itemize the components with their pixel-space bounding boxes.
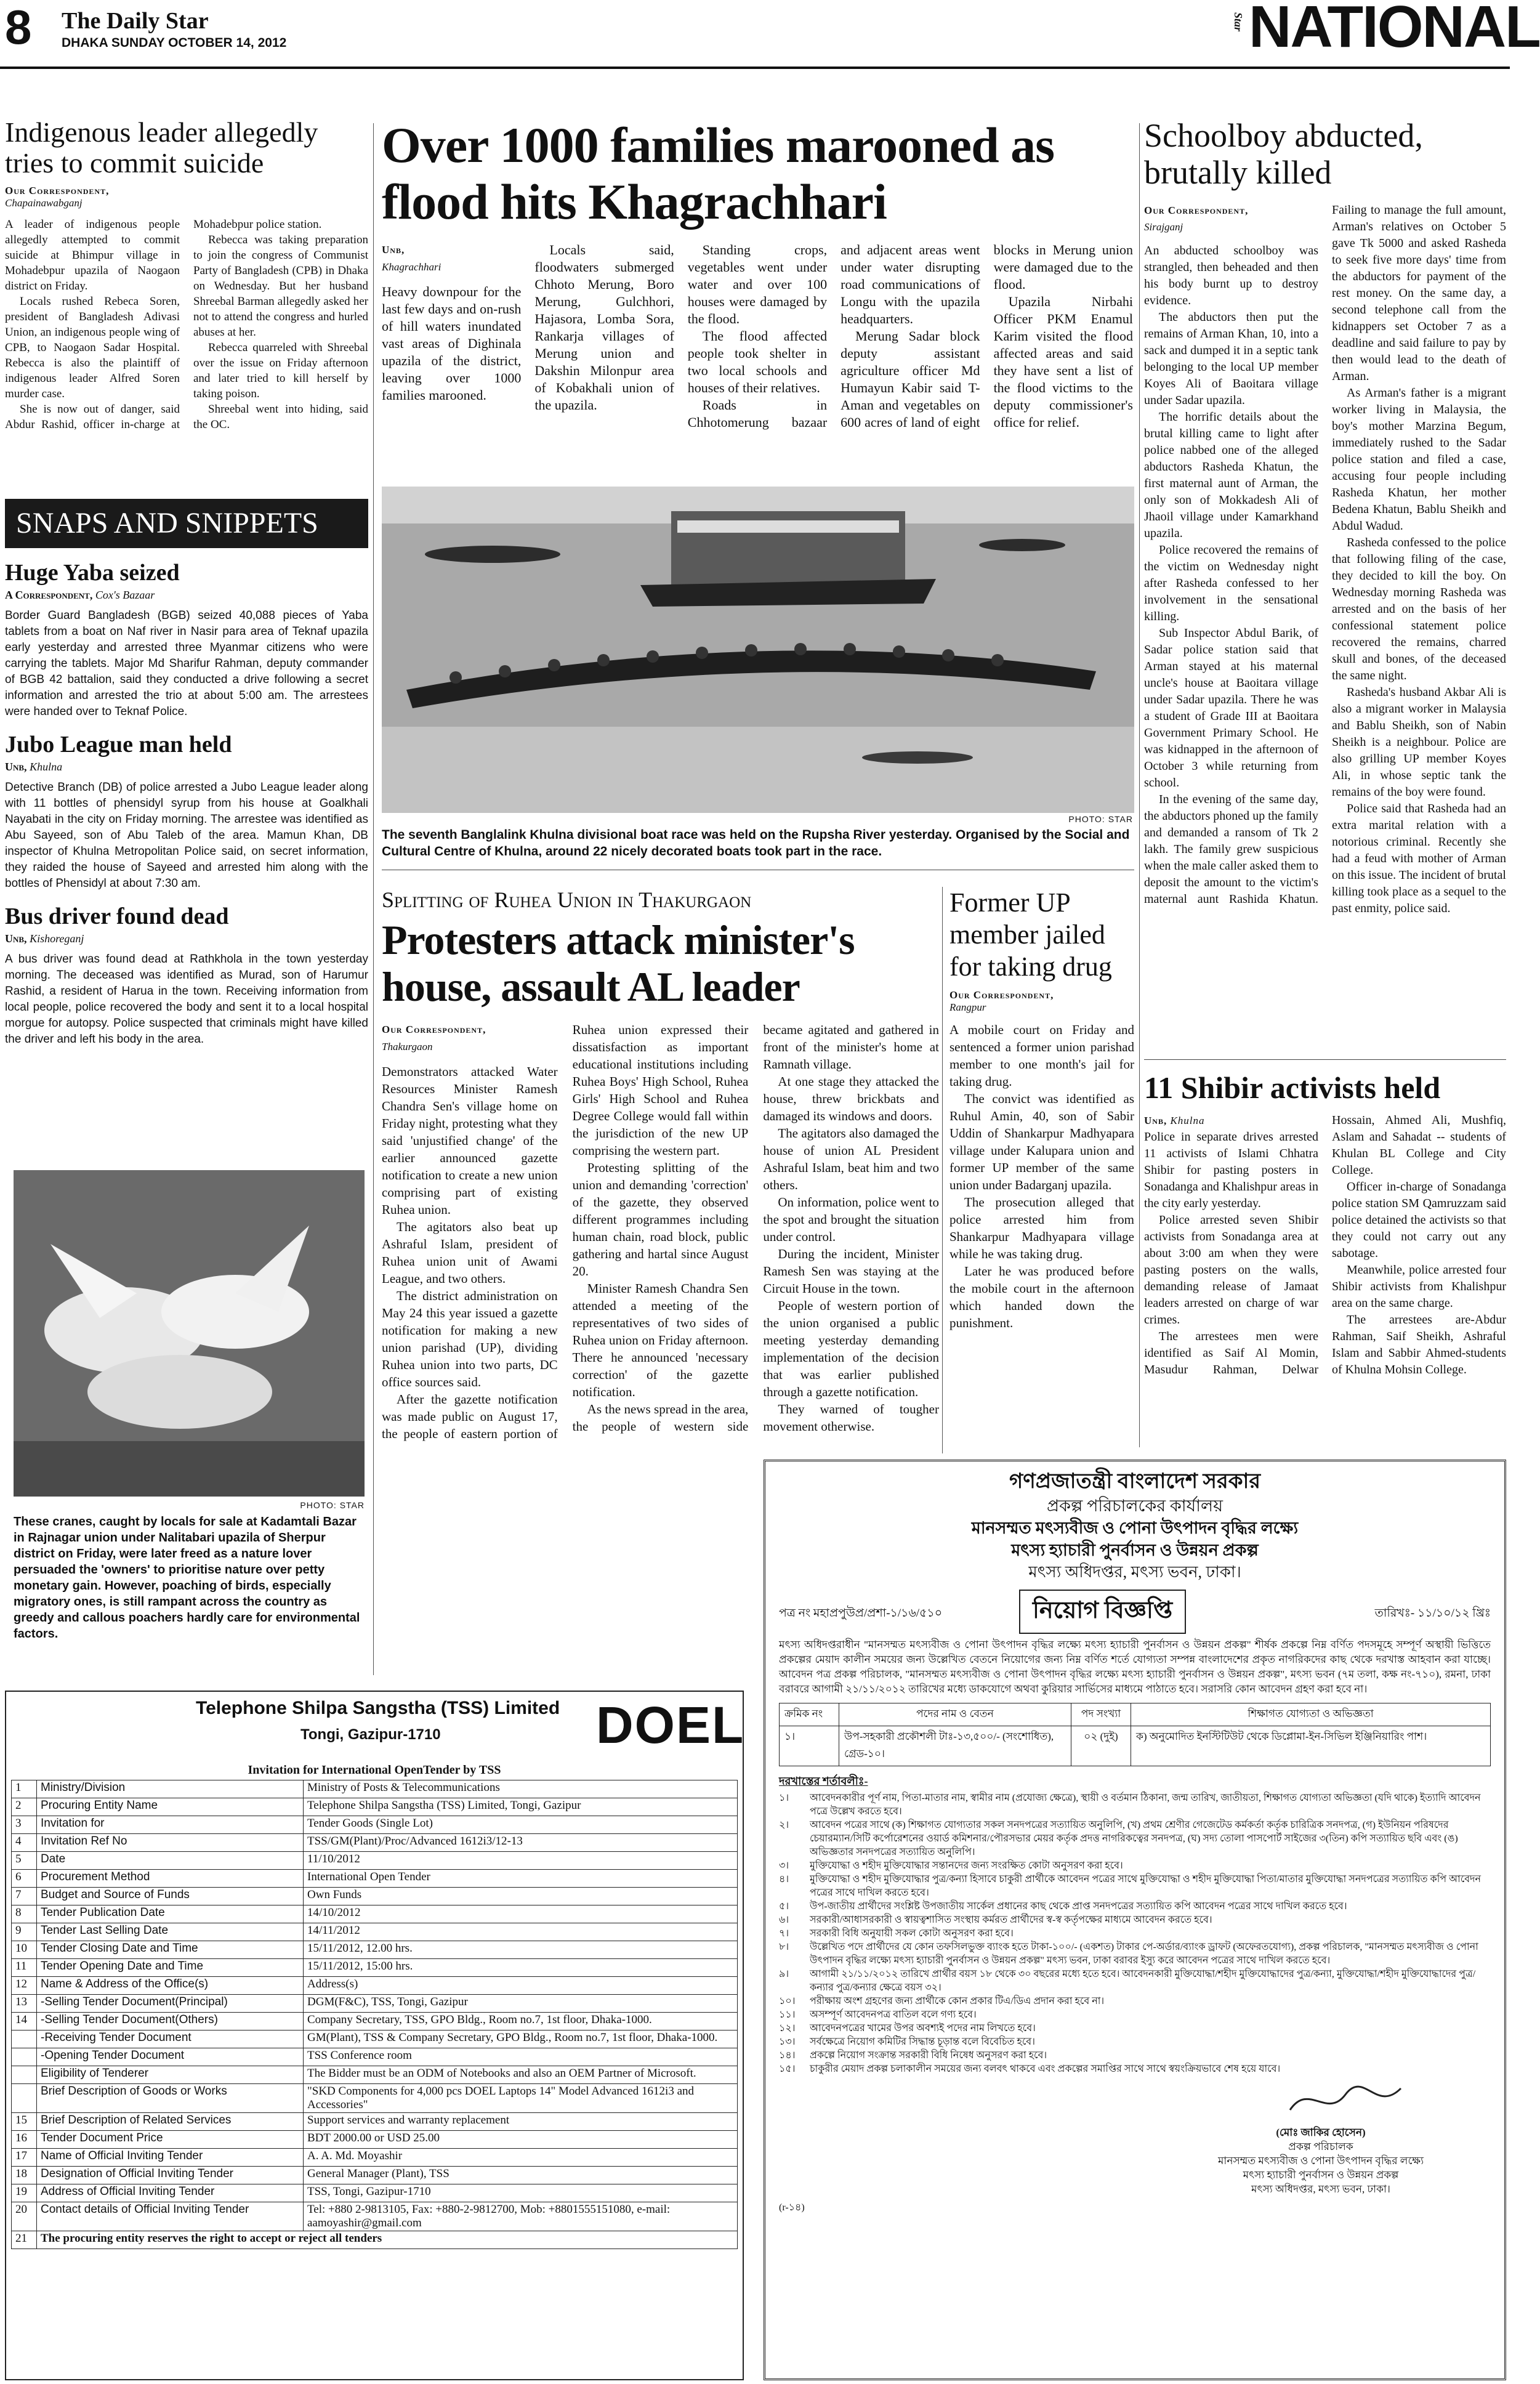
section-rule: [1144, 1059, 1506, 1060]
snippet-byline-name: Unb,: [5, 761, 27, 773]
row-number: 1: [12, 1780, 37, 1798]
cranes-photo: [14, 1170, 365, 1497]
paragraph: Merung Sadar block deputy assistant agriculture officer Md Humayun Kabir said T-Aman and vegetables on 600 acres of land of eight blocks in Merung union were damaged due to the flood.: [841, 242, 1133, 430]
gov-ad-line1: গণপ্রজাতন্ত্রী বাংলাদেশ সরকার: [1009, 1470, 1261, 1493]
paragraph: The prosecution alleged that police arrested him from Shankarpur Madhyapara village while he was taking drug.: [949, 1195, 1134, 1261]
table-row: [12, 2167, 738, 2184]
row-label: Brief Description of Related Services: [37, 2113, 304, 2131]
row-label: Tender Opening Date and Time: [37, 1959, 304, 1977]
table-row: [12, 2202, 738, 2231]
table-row: [12, 1923, 738, 1941]
table-cell: উপ-সহকারী প্রকৌশলী টাঃ-১৩,৫০০/- (সংশোধিত), গ্রেড-১০।: [839, 1726, 1071, 1766]
snippet-headline: Bus driver found dead: [5, 903, 229, 929]
row-label: Brief Description of Goods or Works: [37, 2084, 304, 2113]
row-value: GM(Plant), TSS & Company Secretary, GPO Bldg., Room no.7, 1st floor, Dhaka-1000.: [304, 2030, 738, 2048]
section-mark: Star: [1232, 12, 1244, 32]
row-number: 6: [12, 1870, 37, 1888]
row-number: 15: [12, 2113, 37, 2131]
term-item: [779, 1873, 1491, 1900]
term-text: পরীক্ষায় অংশ গ্রহণের জন্য প্রার্থীকে কোন প্রকার টিএ/ডিএ প্রদান করা হবে না।: [810, 1996, 1105, 2006]
snippet-text: Border Guard Bangladesh (BGB) seized 40,088 pieces of Yaba tablets from a boat on Naf river in Nasir para area of Teknaf upazila early yesterday and arrested three Myanmar citizens who were carrying the tablets. Major Md Sharifur Rahman, deputy commander of BGB 42 battalion, said they conducted a drive following a secret information and arrested the trio at about 5:00 am. The arrestees were handed over to Teknaf Police.: [5, 609, 368, 718]
row-value: BDT 2000.00 or USD 25.00: [304, 2131, 738, 2149]
signatory-line4: মৎস্য হ্যাচারী পুনর্বাসন ও উন্নয়ন প্রকল্প: [1243, 2169, 1399, 2181]
row-value: A. A. Md. Moyashir: [304, 2149, 738, 2167]
schoolboy-byline: Our Correspondent,: [1144, 204, 1249, 216]
term-text: আবেদন পত্রের সাথে (ক) শিক্ষাগত যোগ্যতার সকল সনদপত্রের সত্যায়িত অনুলিপি, (খ) প্রথম শ্রেণীর গেজেটেড কর্মকর্তা কর্তৃক চারিত্রিক সনদপত্র, (গ) ইউনিয়ন পরিষদের চেয়ারম্যান/সিটি কর্পোরেশনের ওয়ার্ড কমিশনার/পৌরসভার মেয়র কর্তৃক প্রদত্ত নাগরিকত্বের সনদপত্র, (ঘ) সদ্য তোলা পাসপোর্ট সাইজের ৩(তিন) কপি সত্যায়িত ছবি এবং (ঙ) অভিজ্ঞতার সনদপত্রের সত্যায়িত অনুলিপি।: [810, 1820, 1458, 1857]
term-item: [779, 1941, 1491, 1968]
table-header: পদের নাম ও বেতন: [839, 1703, 1071, 1726]
term-text: আবেদনপত্রের খামের উপর অবশ্যই পদের নাম লিখতে হবে।: [810, 2023, 1036, 2034]
shibir-body: [1144, 1112, 1506, 1378]
table-row: [12, 2084, 738, 2113]
row-number: 21: [12, 2231, 37, 2249]
row-label: Budget and Source of Funds: [37, 1888, 304, 1905]
snippet-byline: [5, 761, 368, 774]
table-header: পদ সংখ্যা: [1071, 1703, 1131, 1726]
term-number: ৮।: [779, 1942, 789, 1952]
term-item: [779, 1968, 1491, 1995]
gov-ad-footer-code: (r-১৪): [779, 2202, 805, 2213]
row-label: Ministry/Division: [37, 1780, 304, 1798]
gov-ad-title: নিয়োগ বিজ্ঞপ্তি: [1019, 1590, 1186, 1634]
up-headline: Former UP member jailed for taking drug: [949, 887, 1112, 982]
snippet-byline: [5, 589, 368, 602]
row-value: The Bidder must be an ODM of Notebooks and also an OEM Partner of Microsoft.: [304, 2066, 738, 2084]
table-row: [12, 2113, 738, 2131]
row-value: Own Funds: [304, 1888, 738, 1905]
signatory: [1148, 2125, 1493, 2196]
term-item: [779, 1792, 1491, 1819]
table-row: [12, 2149, 738, 2167]
gov-ad-intro: মৎস্য অধিদপ্তরাধীন "মানসম্মত মৎস্যবীজ ও পোনা উৎপাদন বৃদ্ধির লক্ষ্যে মৎস্য হ্যাচারী পুনর্বাসন ও উন্নয়ন প্রকল্প" শীর্ষক প্রকল্পে নিম্ন বর্ণিত পদসমূহে সম্পূর্ণ অস্থায়ী ভিত্তিতে প্রকল্পের মেয়াদ কালীন সময়ের জন্য উল্লেখিত বেতনে নিয়োগের জন্য নিম্ন বর্ণিত শর্তে যোগ্যতা সম্পন্ন বাংলাদেশের প্রকৃত নাগরিকদের কাছ থেকে দরখাস্ত আহবান করা যাচ্ছে। আবেদন পত্র প্রকল্প পরিচালক, "মানসম্মত মৎস্যবীজ ও পোনা উৎপাদন বৃদ্ধির লক্ষ্যে মৎস্য হ্যাচারী পুনর্বাসন ও উন্নয়ন প্রকল্প", মৎস্য ভবন (৭ম তলা, কক্ষ নং-৭১০), রমনা, ঢাকা বরাবরে আগামী ২১/১১/২০১২ তারিখের মধ্যে ডাকযোগে অথবা কুরিয়ার সার্ভিসের মাধ্যমে পাঠাতে হবে। সরাসরি কোন আবেদন গ্রহণ করা হবে না।: [779, 1639, 1491, 1695]
table-row: [12, 2030, 738, 2048]
snippet-byline-name: Unb,: [5, 932, 27, 945]
row-value: International Open Tender: [304, 1870, 738, 1888]
cranes-photo-caption: These cranes, caught by locals for sale at Kadamtali Bazar in Rajnagar union under Nalitabari upazila of Sherpur district on Friday, were later freed as a nature lover persuaded the 'owners' to prioritise nature over petty monetary gain. However, poaching of birds, especially migratory ones, is still rampant across the country as greedy and callous poachers hardly care for environmental factors.: [14, 1515, 360, 1641]
row-value: TSS/GM(Plant)/Proc/Advanced 1612i3/12-13: [304, 1834, 738, 1852]
signature-mark: [1284, 2076, 1407, 2125]
row-value: 14/10/2012: [304, 1905, 738, 1923]
row-label: Procurement Method: [37, 1870, 304, 1888]
paragraph: The convict was identified as Ruhul Amin, 40, son of Sabir Uddin of Shankarpur Madhyapara village under Kalupara union and former UP member of the same union under Badarganj upazila.: [949, 1091, 1134, 1192]
term-text: সরকারী বিধি অনুযায়ী সকল কোটা অনুসরণ করা হবে।: [810, 1928, 1014, 1939]
suicide-headline: Indigenous leader allegedly tries to commit suicide: [5, 116, 318, 179]
term-text: প্রকল্পে নিয়োগ সংক্রান্ত সরকারী বিধি নিষেধ অনুসরণ করা হবে।: [810, 2050, 1047, 2061]
table-row: [12, 2013, 738, 2030]
signatory-name: (মোঃ জাকির হোসেন): [1276, 2127, 1366, 2138]
section-title: NATIONAL: [1249, 0, 1540, 60]
table-row: [12, 1959, 738, 1977]
snippet-text: Detective Branch (DB) of police arrested a Jubo League leader along with 11 bottles of phensidyl syrup from his house at Goalkhali Nayabati in the city on Friday morning. The arrestee was identified as Abu Sayeed, son of Abu Taleb of the area. Mamun Khan, DB inspector of Khulna Metropolitan Police said, on secret information, they raided the house of Sayeed and arrested him along with the bottles of Phensidyl at about 7:30 am.: [5, 781, 368, 890]
paragraph: As the news spread in the area, the people of western side became agitated and gathered in front of the minister's home at Ramnath village.: [572, 1022, 939, 1434]
row-number: 9: [12, 1923, 37, 1941]
term-item: [779, 2008, 1491, 2022]
snippet-headline: Jubo League man held: [5, 732, 232, 758]
gov-ad-memo: পত্র নং মহাপ্রপুউপ্র/প্রশা-১/১৬/৫১০: [779, 1607, 943, 1620]
snippet-byline-place: Khulna: [30, 761, 63, 773]
row-value: Tel: +880 2-9813105, Fax: +880-2-9812700, Mob: +8801555151080, e-mail: aamoyashir@gmail.com: [304, 2202, 738, 2231]
ruhea-place: Thakurgaon: [382, 1041, 433, 1053]
term-number: ১২।: [779, 2023, 796, 2034]
row-label: Date: [37, 1852, 304, 1870]
paragraph: The district administration on May 24 this year issued a gazette notification for making a new union parishad (UP), dividing Ruhea union into two parts, DC office sources said.: [382, 1288, 558, 1389]
row-value: 15/11/2012, 15:00 hrs.: [304, 1959, 738, 1977]
cranes-illustration: [14, 1170, 365, 1497]
row-label: Invitation Ref No: [37, 1834, 304, 1852]
table-cell: ০২ (দুই): [1071, 1726, 1131, 1766]
term-item: [779, 1819, 1491, 1859]
snippet-yaba: [5, 559, 368, 720]
tss-advertisement: [5, 1691, 744, 2380]
tss-table: [11, 1780, 738, 2249]
term-item: [779, 1927, 1491, 1941]
term-text: মুক্তিযোদ্ধা ও শহীদ মুক্তিযোদ্ধার পুত্র/কন্যা হিসাবে চাকুরী প্রার্থীকে আবেদন পত্রের সাথে মুক্তিযোদ্ধা ও শহীদ মুক্তিযোদ্ধা পিতা/মাতার মুক্তিযোদ্ধা সনদপত্রের সত্যায়িত কপি আবেদন পত্রের সাথে দাখিল করতে হবে।: [810, 1874, 1482, 1898]
paragraph: An abducted schoolboy was strangled, then beheaded and then his body burnt up to destroy evidence.: [1144, 244, 1318, 307]
snippet-byline-name: A Correspondent,: [5, 589, 93, 601]
ruhea-body: [382, 1021, 939, 1442]
column-rule: [1139, 123, 1140, 1447]
gov-ad-line4: মৎস্য হ্যাচারী পুনর্বাসন ও উন্নয়ন প্রকল্প: [1011, 1541, 1259, 1559]
table-row: [12, 1905, 738, 1923]
paragraph: Rasheda's husband Akbar Ali is also a migrant worker in Malaysia and Bablu Sheikh, son of Nabin Sheikh is a neighbour. Police are also grilling UP member Koyes Ali, in whose septic tank the remains of the boy were found.: [1332, 685, 1506, 799]
row-label: Procuring Entity Name: [37, 1798, 304, 1816]
paragraph: Locals rushed Rebeca Soren, president of Bangladesh Adivasi Union, an indigenous people wing of CPB, to Naogaon Sadar Hospital. Rebecca is also the plaintiff of indigenous leader Alfred Soren murder case.: [5, 295, 180, 400]
row-value: "SKD Components for 4,000 pcs DOEL Laptops 14" Model Advanced 1612i3 and Accessories": [304, 2084, 738, 2113]
snippet-bus: [5, 903, 368, 1048]
paragraph: Officer in-charge of Sonadanga police station SM Qamruzzam said police detained the activists so that they could not carry out any sabotage.: [1332, 1180, 1506, 1260]
term-number: ২।: [779, 1820, 789, 1830]
table-row: [12, 1870, 738, 1888]
tss-title: Telephone Shilpa Sangstha (TSS) Limited: [196, 1698, 560, 1718]
row-label: Name & Address of the Office(s): [37, 1977, 304, 1995]
table-row: [12, 1995, 738, 2013]
shibir-headline: 11 Shibir activists held: [1144, 1070, 1441, 1105]
row-value: TSS Conference room: [304, 2048, 738, 2066]
table-row: [12, 1888, 738, 1905]
row-number: [12, 2030, 37, 2048]
paragraph: Sub Inspector Abdul Barik, of Sadar police station said that Arman stayed at his maternal uncle's house at Baoitara village under Sadar upazila. There he was a student of Grade III at Baoitara Government Primary School. He was kidnapped in the afternoon of October 3 while returning from school.: [1144, 626, 1318, 790]
row-value: Tender Goods (Single Lot): [304, 1816, 738, 1834]
flood-body: [382, 241, 1133, 431]
paragraph: Police in separate drives arrested 11 activists of Islami Chhatra Shibir for pasting posters in Sonadanga and Khalishpur areas in the city early yesterday.: [1144, 1130, 1318, 1210]
paragraph: People of western portion of the union organised a public meeting yesterday demanding implementation of the decision that was earlier published through a gazette notification.: [763, 1298, 939, 1399]
schoolboy-place: Sirajganj: [1144, 221, 1183, 233]
column-rule: [942, 887, 943, 1453]
row-number: 12: [12, 1977, 37, 1995]
snippet-byline: [5, 932, 368, 945]
signatory-line5: মৎস্য অধিদপ্তর, মৎস্য ভবন, ঢাকা।: [1251, 2183, 1390, 2195]
flood-byline: Unb,: [382, 244, 405, 256]
shibir-story: [1144, 1070, 1506, 1452]
paragraph: Police arrested seven Shibir activists from Sonadanga area at about 3:00 am when they were pasting posters on the walls, demanding release of Jamaat leaders arrested on charge of war crimes.: [1144, 1213, 1318, 1327]
flood-place: Khagrachhari: [382, 261, 441, 273]
paragraph: Police recovered the remains of the victim on Wednesday night after Rasheda confessed to her involvement in the sensational killing.: [1144, 543, 1318, 623]
row-label: -Selling Tender Document(Principal): [37, 1995, 304, 2013]
row-number: 4: [12, 1834, 37, 1852]
up-place: Rangpur: [949, 1001, 986, 1013]
paragraph: Demonstrators attacked Water Resources Minister Ramesh Chandra Sen's village home on Friday night, protesting what they said 'unjustified change' of the earlier announced gazette notification to create a new union comprising part of existing Ruhea union.: [382, 1064, 558, 1217]
paragraph: The abductors then put the remains of Arman Khan, 10, into a sack and dumped it in a septic tank belonging to the local UP member Koyes Ali of Baoitara village under Sadar upazila.: [1144, 310, 1318, 407]
row-label: Tender Last Selling Date: [37, 1923, 304, 1941]
table-cell: ১।: [780, 1726, 839, 1766]
snippet-byline-place: Cox's Bazaar: [95, 589, 155, 601]
paragraph: Locals said, floodwaters submerged Chhoto Merung, Boro Merung, Gulchhori, Hajasora, Lomba Sora, Rankarja villages of Merung union and Dakshin Milonpur area of Kobakhali union of the upazila.: [534, 242, 674, 413]
paragraph: During the incident, Minister Ramesh Sen was staying at the Circuit House in the town.: [763, 1247, 939, 1296]
paragraph: Rebecca was taking preparation to join the congress of Communist Party of Bangladesh (CPB) in Dhaka on Wednesday. But her husband Shreebal Barman allegedly asked her not to attend the congress and hurled abuses at her.: [193, 233, 368, 339]
term-number: ১০।: [779, 1996, 796, 2006]
term-text: আবেদনকারীর পূর্ণ নাম, পিতা-মাতার নাম, স্বামীর নাম (প্রযোজ্য ক্ষেত্রে), স্থায়ী ও বর্তমান ঠিকানা, জন্ম তারিখ, জাতীয়তা, শিক্ষাগত যোগ্যতা অভিজ্ঞতা (যদি থাকে) ইত্যাদি আবেদন পত্রে উল্লেখ করতে হবে।: [810, 1793, 1481, 1817]
paragraph: After the gazette notification was made public on August 17, the people of eastern portion of Ruhea union expressed their dissatisfaction as important educational institutions including Ruhea Boys' High School, Ruhea Girls' High School and Ruhea Degree College would fall within the jurisdiction of the new UP comprising the western part.: [382, 1022, 749, 1441]
paragraph: Shreebal went into hiding, said the OC.: [193, 403, 368, 431]
table-row: [12, 1798, 738, 1816]
paragraph: Later he was produced before the mobile court in the afternoon which handed down the punishment.: [949, 1264, 1134, 1330]
paragraph: The arrestees are-Abdur Rahman, Saif Sheikh, Ashraful Islam and Sabbir Ahmed-students of Khulna Mohsin College.: [1332, 1313, 1506, 1376]
boat-race-illustration: [382, 487, 1134, 813]
term-text: চাকুরীর মেয়াদ প্রকল্প চলাকালীন সময়ের জন্য বলবৎ থাকবে এবং প্রকল্পের সমাপ্তির সাথে সাথে স্বয়ংক্রিয়ভাবে শেষ হয়ে যাবে।: [810, 2064, 1281, 2074]
cranes-photo-credit: PHOTO: STAR: [300, 1500, 365, 1510]
paragraph: The agitators also damaged the house of union AL President Ashraful Islam, beat him and two others.: [763, 1126, 939, 1192]
column-rule: [373, 123, 374, 1675]
term-item: [779, 2035, 1491, 2049]
row-number: 19: [12, 2184, 37, 2202]
suicide-place: Chapainawabganj: [5, 197, 83, 209]
term-number: ৪।: [779, 1874, 789, 1885]
term-number: ৬।: [779, 1915, 789, 1925]
row-value: Address(s): [304, 1977, 738, 1995]
row-number: 11: [12, 1959, 37, 1977]
table-row: [12, 1941, 738, 1959]
term-number: ৯।: [779, 1969, 789, 1979]
row-value: Support services and warranty replacement: [304, 2113, 738, 2131]
table-row: [12, 2131, 738, 2149]
row-value: General Manager (Plant), TSS: [304, 2167, 738, 2184]
term-text: সরকারী/আধাসরকারী ও স্বায়ত্বশাসিত সংস্থায় কর্মরত প্রার্থীদের স্ব-স্ব কর্তৃপক্ষের মাধ্যমে আবেদন করতে হবে।: [810, 1915, 1212, 1925]
row-number: 16: [12, 2131, 37, 2149]
row-label: Tender Closing Date and Time: [37, 1941, 304, 1959]
page-number: 8: [5, 0, 32, 54]
term-item: [779, 2022, 1491, 2035]
row-label: Invitation for: [37, 1816, 304, 1834]
paragraph: As Arman's father is a migrant worker living in Malaysia, the boy's mother Marzina Begum, immediately rushed to the Sadar police station and filed a case, accusing four people including Rasheda Khatun, her mother Bedena Khatun, Bablu Sheikh and Abdul Wadud.: [1332, 386, 1506, 533]
tss-invitation: Invitation for International OpenTender by TSS: [248, 1763, 501, 1777]
flood-story: [382, 117, 1133, 480]
row-number: 3: [12, 1816, 37, 1834]
table-header: শিক্ষাগত যোগ্যতা ও অভিজ্ঞতা: [1131, 1703, 1491, 1726]
term-text: উপ-জাতীয় প্রার্থীদের সংশ্লিষ্ট উপজাতীয় সার্কেল প্রধানের কাছ থেকে প্রাপ্ত সনদপত্রের সত্যায়িত কপি আবেদন পত্রের সাথে দাখিল করতে হবে।: [810, 1901, 1347, 1912]
paragraph: Meanwhile, police arrested four Shibir activists from Khalishpur area on the same charge.: [1332, 1263, 1506, 1310]
row-number: 7: [12, 1888, 37, 1905]
term-text: মুক্তিযোদ্ধা ও শহীদ মুক্তিযোদ্ধার সন্তানদের জন্য সংরক্ষিত কোটা অনুসরণ করা হবে।: [810, 1861, 1123, 1871]
row-number: 20: [12, 2202, 37, 2231]
row-number: 10: [12, 1941, 37, 1959]
row-value: DGM(F&C), TSS, Tongi, Gazipur: [304, 1995, 738, 2013]
row-number: 5: [12, 1852, 37, 1870]
row-label: Designation of Official Inviting Tender: [37, 2167, 304, 2184]
gov-ad-signature-block: [779, 2076, 1491, 2218]
paragraph: The flood affected people took shelter in two local schools and houses of their relatives.: [687, 328, 828, 395]
suicide-body: [5, 217, 368, 432]
suicide-story: [5, 117, 368, 499]
term-item: [779, 1913, 1491, 1927]
row-label: -Selling Tender Document(Others): [37, 2013, 304, 2030]
schoolboy-story: [1144, 117, 1506, 1078]
term-number: ৫।: [779, 1901, 789, 1912]
table-row: [12, 2066, 738, 2084]
row-number: [12, 2066, 37, 2084]
row-number: 17: [12, 2149, 37, 2167]
row-number: 2: [12, 1798, 37, 1816]
term-number: ১৩।: [779, 2037, 796, 2047]
paragraph: They warned of tougher movement otherwise.: [763, 1402, 939, 1434]
paragraph: The arrestees men were identified as Saif Al Momin, Masudur Rahman, Delwar Hossain, Ahmed Ali, Mushfiq, Aslam and Sahadat -- students of Khulan BL College and City College.: [1144, 1113, 1506, 1376]
snippet-byline-place: Kishoreganj: [30, 932, 84, 945]
signatory-title: প্রকল্প পরিচালক: [1288, 2141, 1353, 2152]
paragraph: A mobile court on Friday and sentenced a former union parishad member to one month's jail for taking drug.: [949, 1022, 1134, 1089]
row-number: 14: [12, 2013, 37, 2030]
paragraph: The agitators also beat up Ashraful Islam, president of Ruhea union unit of Awami League, and two others.: [382, 1219, 558, 1286]
term-text: অসম্পূর্ণ আবেদনপত্র বাতিল বলে গণ্য হবে।: [810, 2010, 977, 2020]
paper-name: The Daily Star: [62, 8, 209, 34]
table-row: [12, 1816, 738, 1834]
row-number: [12, 2084, 37, 2113]
gov-ad-line5: মৎস্য অধিদপ্তর, মৎস্য ভবন, ঢাকা।: [1028, 1563, 1241, 1581]
snaps-banner: SNAPS AND SNIPPETS: [5, 499, 368, 548]
row-label: -Receiving Tender Document: [37, 2030, 304, 2048]
term-item: [779, 2063, 1491, 2076]
row-number: 13: [12, 1995, 37, 2013]
row-label: Eligibility of Tenderer: [37, 2066, 304, 2084]
recruitment-advertisement: [764, 1460, 1506, 2380]
row-value: Telephone Shilpa Sangstha (TSS) Limited, Tongi, Gazipur: [304, 1798, 738, 1816]
gov-ad-table: [779, 1703, 1491, 1766]
up-byline: Our Correspondent,: [949, 989, 1054, 1001]
gov-ad-date: তারিখঃ- ১১/১০/১২ খ্রিঃ: [1374, 1607, 1491, 1620]
up-body: [949, 1021, 1134, 1331]
paragraph: In the evening of the same day, the abductors phoned up the family and demanded a ransom of Tk 2 lakh. The family grew suspicious when the male caller asked them to deposit the amount to the victim's maternal aunt Rashida Khatun. Failing to manage the full amount, Arman's relatives on October 5 gave Tk 5000 and asked Rasheda to seek five more days' time from the abductors for payment of the rest money. On the same day, a second telephone call from the kidnappers set October 7 as a deadline and said failure to pay by then would lead to the death of Arman.: [1144, 203, 1506, 906]
gov-ad-line2: প্রকল্প পরিচালকের কার্যালয়: [1047, 1497, 1223, 1515]
table-row: [12, 1834, 738, 1852]
row-value: 15/11/2012, 12.00 hrs.: [304, 1941, 738, 1959]
table-row: [12, 1780, 738, 1798]
term-number: ৩।: [779, 1861, 789, 1871]
snippet-jubo: [5, 731, 368, 892]
row-label: Contact details of Official Inviting Tender: [37, 2202, 304, 2231]
term-number: ১৫।: [779, 2064, 796, 2074]
gov-ad-title-row: [779, 1590, 1491, 1633]
signatory-line3: মানসম্মত মৎস্যবীজ ও পোনা উৎপাদন বৃদ্ধির লক্ষ্যে: [1217, 2155, 1424, 2167]
paragraph: She is now out of danger, said Abdur Rashid, officer in-charge at Mohadebpur police station.: [5, 218, 322, 431]
table-row: [12, 1852, 738, 1870]
term-item: [779, 1859, 1491, 1873]
paragraph: Rasheda confessed to the police that following filing of the case, they decided to kill the boy. On Wednesday morning Rasheda was arrested and on the basis of her confessional statement police recovered the remains, charred skull and bones, of the deceased the same night.: [1332, 536, 1506, 682]
ruhea-headline: Protesters attack minister's house, assault AL leader: [382, 916, 855, 1010]
table-cell: ক) অনুমোদিত ইনস্টিটিউট থেকে ডিপ্লোমা-ইন-সিভিল ইঞ্জিনিয়ারিং পাশ।: [1131, 1726, 1491, 1766]
boat-photo-credit: PHOTO: STAR: [1068, 814, 1133, 824]
paragraph: Standing crops, vegetables went under water and over 100 houses were damaged by the flood.: [687, 242, 828, 326]
snippet-headline: Huge Yaba seized: [5, 560, 180, 586]
paragraph: Police said that Rasheda had an extra marital relation with a notorious criminal. Recently she had a feud with mother of Arman on this issue. The incident of brutal killing took place as a sequel to the past enmity, police said.: [1332, 802, 1506, 915]
boat-photo-caption: The seventh Banglalink Khulna divisional boat race was held on the Rupsha River yesterday. Organised by the Social and Cultural Centre of Khulna, around 22 nicely decorated boats took part in the race.: [382, 828, 1130, 859]
table-row: [12, 2231, 738, 2249]
ruhea-byline: Our Correspondent,: [382, 1024, 486, 1035]
masthead: [0, 0, 1540, 68]
row-value: Ministry of Posts & Telecommunications: [304, 1780, 738, 1798]
paragraph: Upazila Nirbahi Officer PKM Enamul Karim visited the flood affected areas and said they have sent a list of the flood victims to the deputy commissioner's office for relief.: [993, 294, 1133, 430]
row-label: -Opening Tender Document: [37, 2048, 304, 2066]
up-member-story: [949, 887, 1134, 1453]
row-value: 14/11/2012: [304, 1923, 738, 1941]
tss-address: Tongi, Gazipur-1710: [300, 1726, 441, 1743]
row-number: [12, 2048, 37, 2066]
row-value: Company Secretary, TSS, GPO Bldg., Room no.7, 1st floor, Dhaka-1000.: [304, 2013, 738, 2030]
shibir-byline-name: Unb,: [1144, 1115, 1167, 1126]
row-number: 18: [12, 2167, 37, 2184]
gov-ad-terms: [779, 1792, 1491, 2076]
schoolboy-headline: Schoolboy abducted, brutally killed: [1144, 117, 1423, 191]
shibir-byline: [1144, 1112, 1318, 1129]
table-row: [12, 1977, 738, 1995]
term-number: ৭।: [779, 1928, 789, 1939]
row-label: Tender Publication Date: [37, 1905, 304, 1923]
row-label: Tender Document Price: [37, 2131, 304, 2149]
term-number: ১১।: [779, 2010, 796, 2020]
gov-ad-line3: মানসম্মত মৎস্যবীজ ও পোনা উৎপাদন বৃদ্ধির লক্ষ্যে: [971, 1519, 1299, 1537]
paragraph: The horrific details about the brutal killing came to light after police nabbed one of the alleged abductors Rasheda Khatun, the first maternal aunt of Arman, the only son of Mokkadesh Ali of Jhaoil village under Kamarkhand upazila.: [1144, 410, 1318, 540]
paragraph: Minister Ramesh Chandra Sen attended a meeting of the representatives of two sides of Ruhea union on Friday afternoon. There he announced 'necessary correction' of the gazette notification.: [572, 1281, 749, 1399]
row-value: TSS, Tongi, Gazipur-1710: [304, 2184, 738, 2202]
schoolboy-body: [1144, 202, 1506, 917]
paragraph: Protesting splitting of the union and demanding 'correction' of the gazette, they observed different programmes including human chain, road block, public gathering and hartal since August 20.: [572, 1160, 749, 1279]
row-label: Address of Official Inviting Tender: [37, 2184, 304, 2202]
shibir-byline-place: Khulna: [1170, 1115, 1205, 1126]
tss-header: [11, 1695, 745, 1763]
ruhea-kicker: Splitting of Ruhea Union in Thakurgaon: [382, 887, 752, 912]
term-text: আগামী ২১/১১/২০১২ তারিখে প্রার্থীর বয়স ১৮ থেকে ৩০ বছরের মধ্যে হতে হবে। আবেদনকারী মুক্তিযোদ্ধা/শহীদ মুক্তিযোদ্ধাদের পুত্র/কন্যা, মুক্তিযোদ্ধা/শহীদ মুক্তিযোদ্ধাদের পুত্র/কন্যার পুত্র/কন্যার ক্ষেত্রে বয়স ৩২।: [810, 1969, 1476, 1993]
suicide-byline: Our Correspondent,: [5, 185, 110, 196]
term-text: উল্লেখিত পদে প্রার্থীদের যে কোন তফসিলভুক্ত ব্যাংক হতে টাকা-১০০/- (একশত) টাকার পে-অর্ডার/ব্যাংক ড্রাফট (অফেরতযোগ্য), প্রকল্প পরিচালক, "মানসম্মত মৎস্যবীজ ও পোনা উৎপাদন বৃদ্ধির লক্ষ্যে মৎস্য হ্যাচারী পুনর্বাসন ও উন্নয়ন প্রকল্প" মৎস্য ভবন, ঢাকা বরাবর ইস্যু করে আবেদন পত্রের সাথে দাখিল করতে হবে।: [810, 1942, 1478, 1966]
term-text: সর্বক্ষেত্রে নিয়োগ কমিটির সিদ্ধান্ত চূড়ান্ত বলে বিবেচিত হবে।: [810, 2037, 1035, 2047]
boat-race-photo: [382, 487, 1134, 813]
paragraph: A leader of indigenous people allegedly attempted to commit suicide at Bhimpur village in Mohadebpur upazila of Naogaon district on Friday.: [5, 218, 180, 293]
term-number: ১।: [779, 1793, 789, 1803]
gov-ad-terms-title: দরখাস্তের শর্তাবলীঃ-: [779, 1775, 868, 1787]
paragraph: Heavy downpour for the last few days and on-rush of hill waters inundated vast areas of Dighinala upazila of the district, leaving over 1000 families marooned.: [382, 284, 522, 403]
paragraph: Rebecca quarreled with Shreebal over the issue on Friday afternoon and later tried to kill herself by taking poison.: [193, 341, 368, 400]
table-row: [12, 2184, 738, 2202]
term-item: [779, 1900, 1491, 1913]
dateline: DHAKA SUNDAY OCTOBER 14, 2012: [62, 36, 287, 50]
term-item: [779, 2049, 1491, 2063]
table-row: [12, 2048, 738, 2066]
paragraph: At one stage they attacked the house, threw brickbats and damaged its windows and doors.: [763, 1074, 939, 1123]
paragraph: On information, police went to the spot and brought the situation under control.: [763, 1195, 939, 1244]
snippet-text: A bus driver was found dead at Rathkhola in the town yesterday morning. The deceased was identified as Murad, son of Harumur Rashid, a resident of Harua in the town. Receiving information from local people, police recovered the body and sent it to a local hospital morgue for autopsy. Police suspected that criminals might have killed the driver and left his body in the area.: [5, 953, 368, 1046]
term-item: [779, 1995, 1491, 2008]
doel-logo: DOEL: [596, 1696, 745, 1754]
gov-ad-header: [779, 1469, 1491, 1583]
flood-headline: Over 1000 families marooned as flood hits Khagrachhari: [382, 117, 1055, 230]
row-value: 11/10/2012: [304, 1852, 738, 1870]
table-header: ক্রমিক নং: [780, 1703, 839, 1726]
paragraph: Roads in Chhotomerung bazaar and adjacent areas went under water disrupting road communications of Longu with the upazila headquarters.: [687, 242, 980, 430]
row-label: The procuring entity reserves the right to accept or reject all tenders: [37, 2231, 738, 2249]
row-number: 8: [12, 1905, 37, 1923]
masthead-rule: [0, 67, 1510, 69]
term-number: ১৪।: [779, 2050, 796, 2061]
row-label: Name of Official Inviting Tender: [37, 2149, 304, 2167]
